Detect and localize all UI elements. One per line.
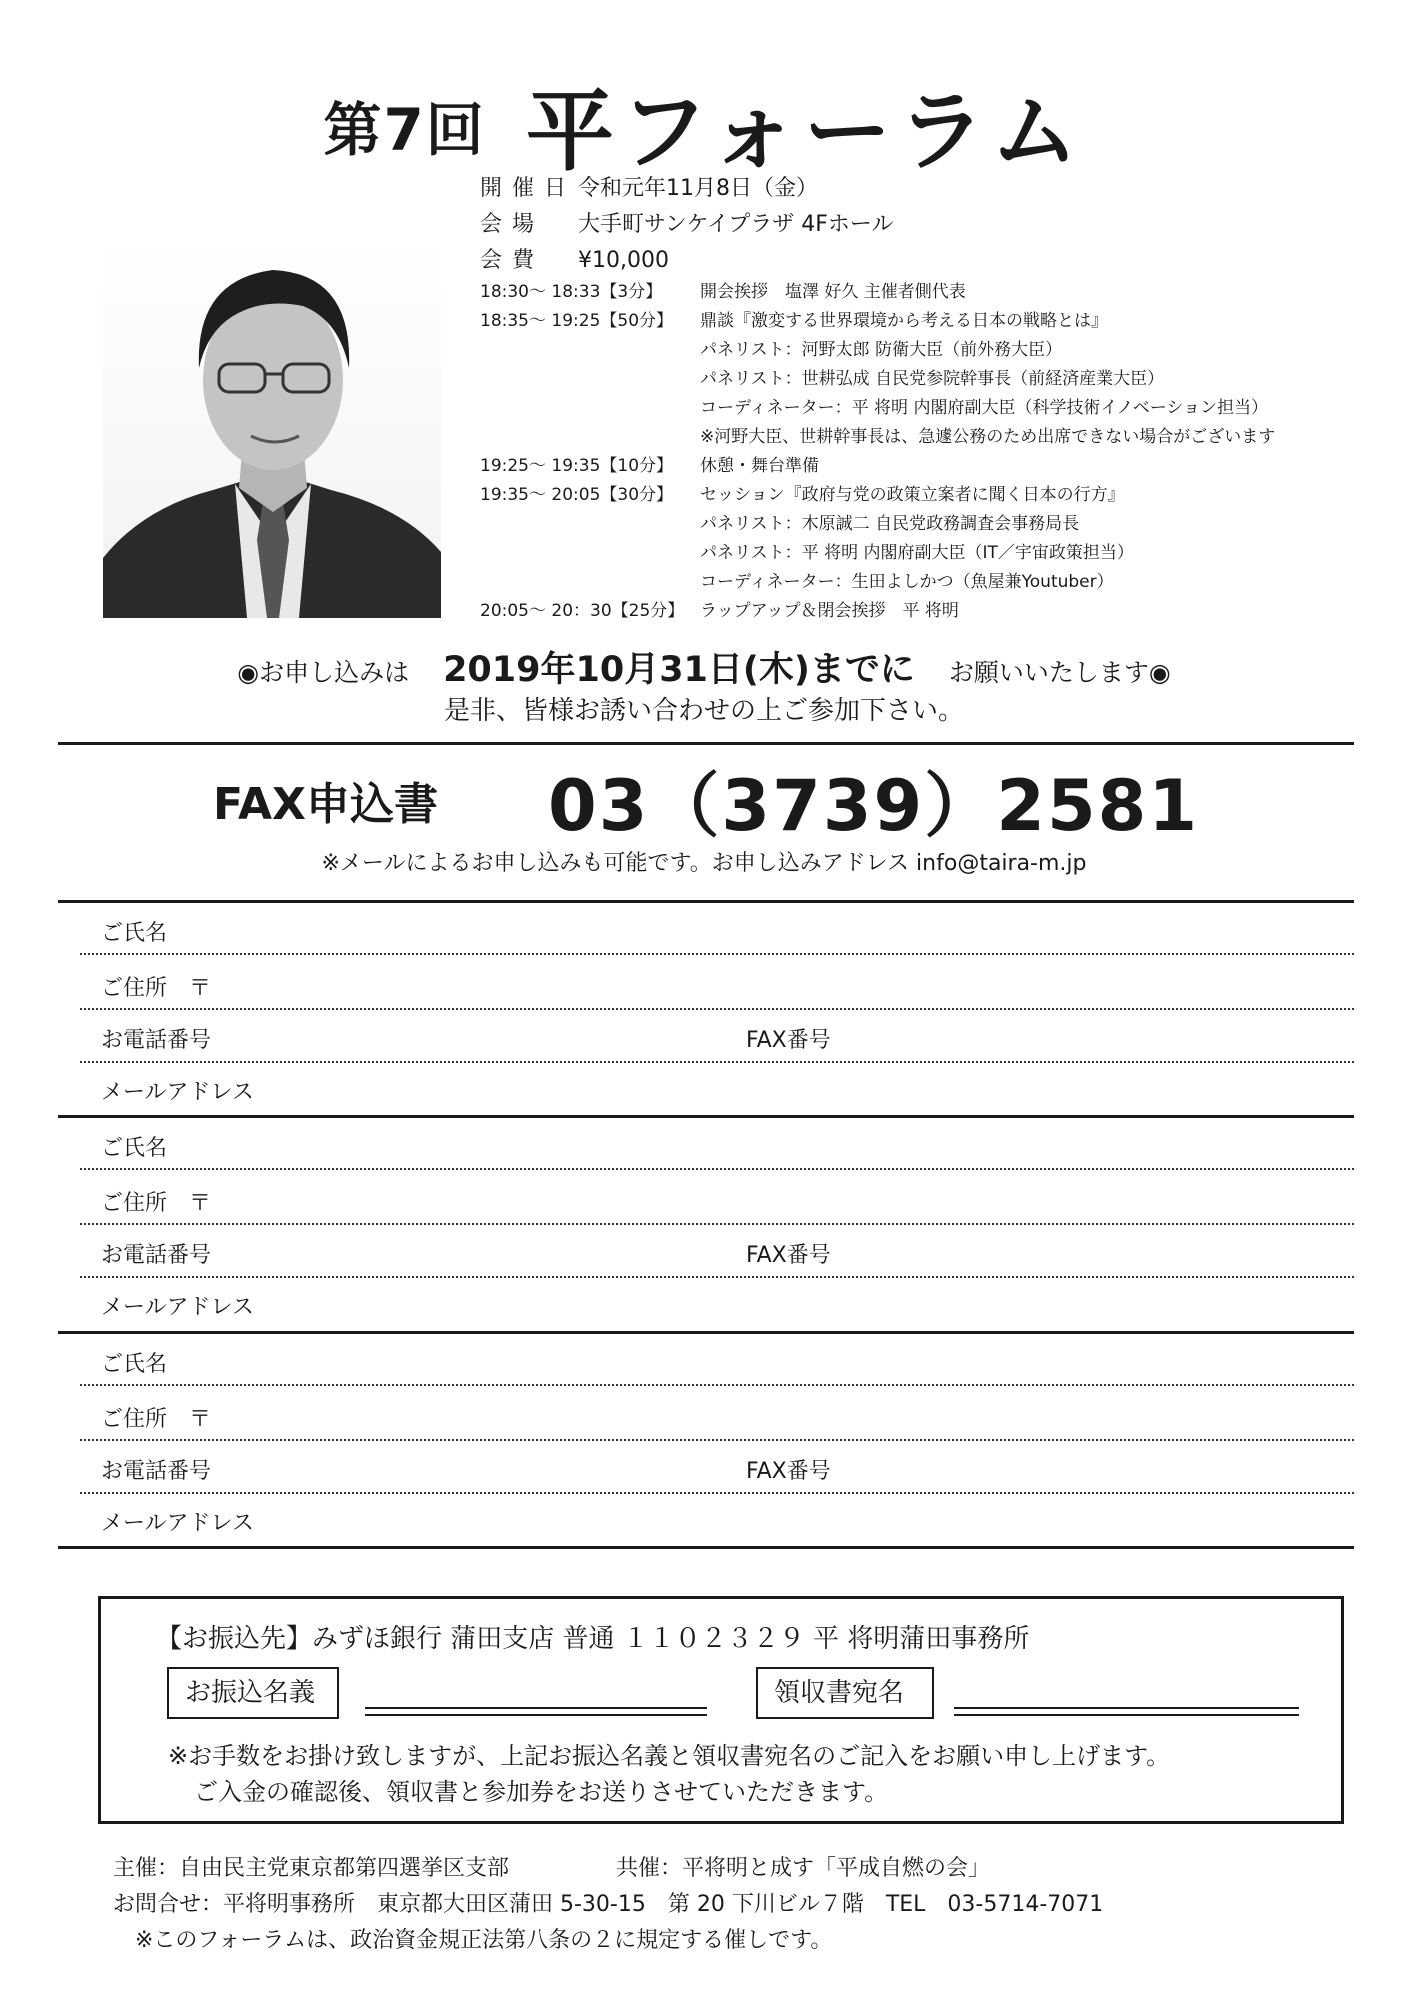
invite-text: 是非、皆様お誘い合わせの上ご参加下さい。 (443, 696, 964, 726)
schedule-desc: コーディネーター：生田よしかつ（魚屋兼Youtuber） (700, 572, 1114, 592)
name-label: ご氏名 (101, 1136, 168, 1161)
receipt-name-label: 領収書宛名 (756, 1667, 934, 1719)
fax-no-label: FAX番号 (746, 1459, 831, 1484)
schedule-desc: コーディネーター：平 将明 内閣府副大臣（科学技術イノベーション担当） (700, 398, 1269, 418)
schedule-desc: ※河野大臣、世耕幹事長は、急遽公務のため出席できない場合がございます (700, 427, 1276, 447)
bank-account-info: 【お振込先】みずほ銀行 蒲田支店 普通 １１０２３２９ 平 将明蒲田事務所 (156, 1624, 1030, 1654)
schedule-time (480, 539, 700, 568)
bank-note: ※お手数をお掛け致しますが、上記お振込名義と領収書宛名のご記入をお願い申し上げます。 (168, 1742, 1171, 1770)
schedule-row (480, 423, 1360, 452)
schedule-row (480, 510, 1360, 539)
form-divider (58, 1115, 1354, 1118)
form-divider (58, 900, 1354, 903)
schedule-row (480, 481, 1360, 510)
speaker-photo (103, 240, 441, 618)
schedule-time (480, 336, 700, 365)
schedule-desc: 開会挨拶 塩澤 好久 主催者側代表 (700, 282, 966, 302)
schedule-desc: 鼎談『激変する世界環境から考える日本の戦略とは』 (700, 311, 1108, 331)
phone-label: お電話番号 (101, 1243, 212, 1268)
address-label: ご住所 〒 (101, 1191, 212, 1216)
address-field[interactable] (80, 1008, 1354, 1010)
fax-no-label: FAX番号 (746, 1028, 831, 1053)
form-divider (58, 1331, 1354, 1334)
legal-note: ※このフォーラムは、政治資金規正法第八条の２に規定する催しです。 (135, 1928, 833, 1953)
schedule-desc: 休憩・舞台準備 (700, 456, 819, 476)
phone-field[interactable] (80, 1276, 1354, 1278)
phone-label: お電話番号 (101, 1459, 212, 1484)
address-label: ご住所 〒 (101, 1407, 212, 1432)
email-label: メールアドレス (101, 1511, 254, 1536)
schedule-desc: セッション『政府与党の政策立案者に聞く日本の行方』 (700, 485, 1125, 505)
schedule-row (480, 539, 1360, 568)
name-label: ご氏名 (101, 921, 168, 946)
fax-form-title: FAX申込書 (213, 779, 438, 830)
schedule-time (480, 365, 700, 394)
schedule-row (480, 452, 1360, 481)
page-title (0, 62, 1408, 183)
bank-note: ご入金の確認後、領収書と参加券をお送りさせていただきます。 (194, 1778, 889, 1806)
schedule-desc: パネリスト：河野太郎 防衛大臣（前外務大臣） (700, 340, 1063, 360)
date-label: 開催日 (480, 176, 577, 201)
schedule-row (480, 597, 1360, 626)
schedule-time: 18:30～ 18:33【3分】 (480, 282, 663, 302)
receipt-name-field[interactable] (954, 1707, 1299, 1716)
event-fee (480, 243, 669, 274)
phone-field[interactable] (80, 1492, 1354, 1494)
email-label: メールアドレス (101, 1295, 254, 1320)
schedule-row (480, 307, 1360, 336)
date-value: 令和元年11月8日（金） (578, 176, 818, 201)
name-field[interactable] (80, 1168, 1354, 1170)
deadline-prefix: ◉お申し込みは (237, 658, 410, 687)
name-field[interactable] (80, 1384, 1354, 1386)
fee-label: 会費 (480, 248, 545, 273)
schedule-time (480, 510, 700, 539)
schedule-desc: パネリスト：世耕弘成 自民党参院幹事長（前経済産業大臣） (700, 369, 1165, 389)
contact-info: お問合せ：平将明事務所 東京都大田区蒲田 5-30-15 第 20 下川ビル７階 TEL 03-5714-7071 (113, 1892, 1104, 1917)
forum-name: 平フォーラム (525, 80, 1085, 183)
schedule-time: 19:35～ 20:05【30分】 (480, 485, 674, 505)
event-venue (480, 207, 893, 238)
schedule-time (480, 423, 700, 452)
transfer-name-label: お振込名義 (167, 1667, 339, 1719)
schedule-row (480, 568, 1360, 597)
phone-field[interactable] (80, 1061, 1354, 1063)
transfer-name-field[interactable] (365, 1707, 707, 1716)
schedule-row (480, 394, 1360, 423)
application-deadline (0, 642, 1408, 692)
address-field[interactable] (80, 1439, 1354, 1441)
schedule-desc: パネリスト：平 将明 内閣府副大臣（IT／宇宙政策担当） (700, 543, 1134, 563)
fax-number: 03（3739）2581 (548, 765, 1200, 847)
venue-value: 大手町サンケイプラザ 4Fホール (578, 212, 894, 237)
schedule-time: 19:25～ 19:35【10分】 (480, 456, 674, 476)
program-schedule (480, 278, 1360, 626)
form-divider (58, 1546, 1354, 1549)
schedule-row (480, 365, 1360, 394)
event-date (480, 171, 818, 202)
co-organizer: 共催：平将明と成す「平成自燃の会」 (616, 1856, 991, 1881)
schedule-time: 18:35～ 19:25【50分】 (480, 311, 674, 331)
divider (58, 742, 1354, 745)
fee-value: ¥10,000 (578, 248, 669, 273)
email-label: メールアドレス (101, 1080, 254, 1105)
deadline-date: 2019年10月31日(木)までに (443, 650, 915, 690)
organizer: 主催：自由民主党東京都第四選挙区支部 (113, 1856, 510, 1881)
schedule-row (480, 336, 1360, 365)
address-label: ご住所 〒 (101, 976, 212, 1001)
schedule-desc: パネリスト：木原誠二 自民党政務調査会事務局長 (700, 514, 1080, 534)
venue-label: 会場 (480, 212, 545, 237)
schedule-desc: ラップアップ＆閉会挨拶 平 将明 (700, 601, 959, 621)
schedule-time (480, 394, 700, 423)
deadline-suffix: お願いいたします◉ (948, 658, 1171, 687)
name-field[interactable] (80, 953, 1354, 955)
fax-no-label: FAX番号 (746, 1243, 831, 1268)
address-field[interactable] (80, 1223, 1354, 1225)
name-label: ご氏名 (101, 1352, 168, 1377)
schedule-time: 20:05～ 20：30【25分】 (480, 601, 685, 621)
email-note: ※メールによるお申し込みも可能です。お申し込みアドレス info@taira-m.jp (321, 851, 1087, 876)
forum-edition: 第7回 (323, 96, 486, 164)
schedule-row (480, 278, 1360, 307)
schedule-time (480, 568, 700, 597)
phone-label: お電話番号 (101, 1028, 212, 1053)
